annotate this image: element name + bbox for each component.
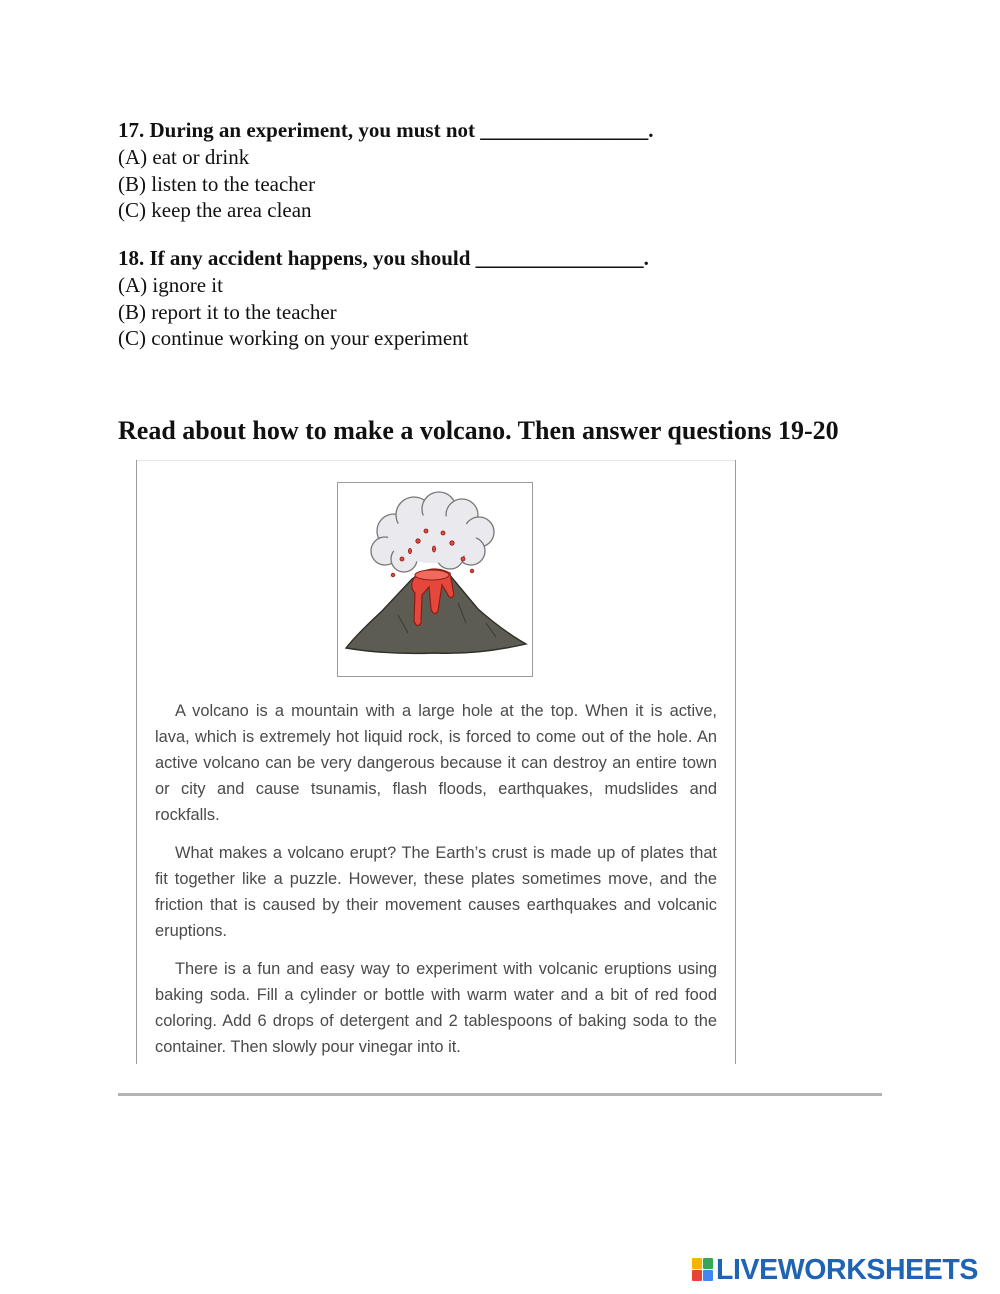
volcano-illustration-icon: [338, 483, 532, 676]
volcano-image: [337, 482, 533, 677]
question-stem: 18. If any accident happens, you should ________________.: [118, 246, 649, 270]
brand-name: LIVEWORKSHEETS: [716, 1254, 979, 1286]
option-b: (B) report it to the teacher: [118, 299, 337, 324]
question-stem: 17. During an experiment, you must not ________________.: [118, 118, 654, 142]
option-c: (C) continue working on your experiment: [118, 326, 469, 350]
reading-passage-box: [136, 460, 736, 1064]
option-c: (C) keep the area clean: [118, 198, 312, 222]
question-18: [118, 245, 878, 352]
section-heading: Read about how to make a volcano. Then answer questions 19-20: [118, 416, 839, 445]
option-a: (A) ignore it: [118, 273, 223, 297]
passage-paragraph: A volcano is a mountain with a large hole at the top. When it is active, lava, which is extremely hot liquid rock, is forced to come out of the hole. An active volcano can be very dangerous because it can destroy an entire town or city and cause tsunamis, flash floods, earthquakes, mudslides and rockfalls.: [155, 702, 717, 824]
passage-text: [155, 698, 717, 1072]
option-a: (A) eat or drink: [118, 145, 250, 169]
box-top-border: [137, 460, 735, 461]
option-b: (B) listen to the teacher: [118, 171, 316, 196]
liveworksheets-logo: [692, 1255, 978, 1285]
passage-paragraph: There is a fun and easy way to experiment with volcanic eruptions using baking soda. Fill a cylinder or bottle with warm water and a bit of red food coloring. Add 6 drops of detergent and 2 tablespoons of baking soda to the container. Then slowly pour vinegar into it.: [155, 960, 717, 1056]
horizontal-divider: [118, 1093, 882, 1096]
question-17: [118, 117, 878, 224]
logo-badge-icon: [692, 1258, 714, 1282]
passage-paragraph: What makes a volcano erupt? The Earth’s crust is made up of plates that fit together like a puzzle. However, these plates sometimes move, and the friction that is caused by their movement causes earthquakes and volcanic eruptions.: [155, 844, 717, 940]
